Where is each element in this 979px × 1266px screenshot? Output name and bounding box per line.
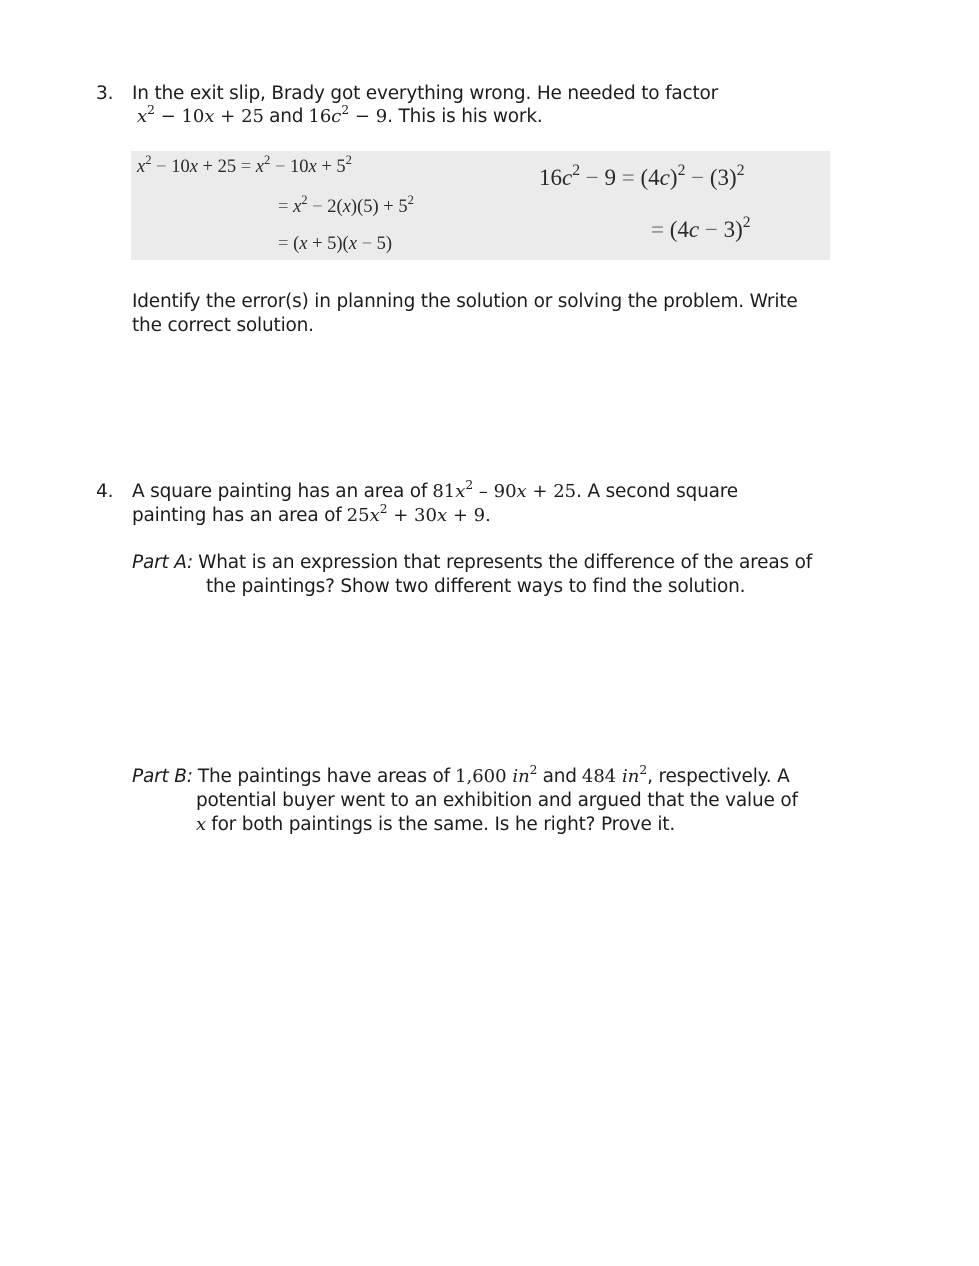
part-b-line-3 — [196, 814, 675, 835]
work-left-line-3: = (x + 5)(x − 5) — [278, 234, 393, 254]
question-4-line-2 — [132, 501, 491, 526]
part-b-label: Part B: — [132, 766, 193, 787]
part-a-line-2: the paintings? Show two different ways to find the solution. — [206, 576, 746, 597]
expression-a: $x^2 - 10x + 25$ — [137, 102, 264, 127]
expression-b: $16c^2 - 9$ — [308, 102, 388, 127]
work-left-line-1: $x^2 - 10x + 25 = x^2 - 10x + 5^2$ — [137, 152, 352, 177]
student-work-image — [131, 151, 830, 260]
question-text: . A second square — [576, 481, 738, 502]
question-4-line-1 — [132, 477, 738, 502]
question-text-tail: . This is his work. — [387, 106, 543, 127]
variable-x: x — [196, 814, 207, 835]
part-b-line-1 — [132, 762, 790, 787]
and-word: and — [542, 766, 577, 787]
question-number: 3. — [96, 83, 114, 104]
area-value-2: 484 $in^2$ — [581, 762, 648, 787]
and-word: and — [269, 106, 304, 127]
part-a-line-1 — [132, 552, 812, 573]
work-right-line-1: $16c^2 - 9 = (4c)^2 - (3)^2$ — [539, 161, 745, 190]
part-b-line-2: potential buyer went to an exhibition and argued that the value of — [196, 790, 798, 811]
area-expression-1: $81x^2 - 90x + 25$ — [432, 477, 577, 502]
question-text: In the exit slip, Brady got everything wrong. He needed to factor — [132, 83, 719, 104]
part-b-text: , respectively. A — [647, 766, 790, 787]
area-expression-2: $25x^2 + 30x + 9$ — [346, 501, 486, 526]
part-b-text: The paintings have areas of — [197, 766, 450, 787]
work-left-line-2: = $x^2 - 2(x)(5) + 5^2$ — [278, 192, 414, 217]
question-text: A square painting has an area of — [132, 481, 428, 502]
part-b-text: for both paintings is the same. Is he right? Prove it. — [211, 814, 676, 835]
work-right-line-2: = $(4c - 3)^2$ — [651, 213, 751, 242]
prompt-line-1: Identify the error(s) in planning the solution or solving the problem. Write — [132, 291, 798, 312]
question-number: 4. — [96, 481, 114, 502]
part-a-text: What is an expression that represents the difference of the areas of — [198, 552, 813, 573]
question-text: painting has an area of — [132, 505, 342, 526]
prompt-line-2: the correct solution. — [132, 315, 314, 336]
part-a-label: Part A: — [132, 552, 194, 573]
period: . — [485, 505, 491, 526]
question-text-line2 — [137, 102, 543, 127]
area-value-1: 1,600 $in^2$ — [455, 762, 538, 787]
